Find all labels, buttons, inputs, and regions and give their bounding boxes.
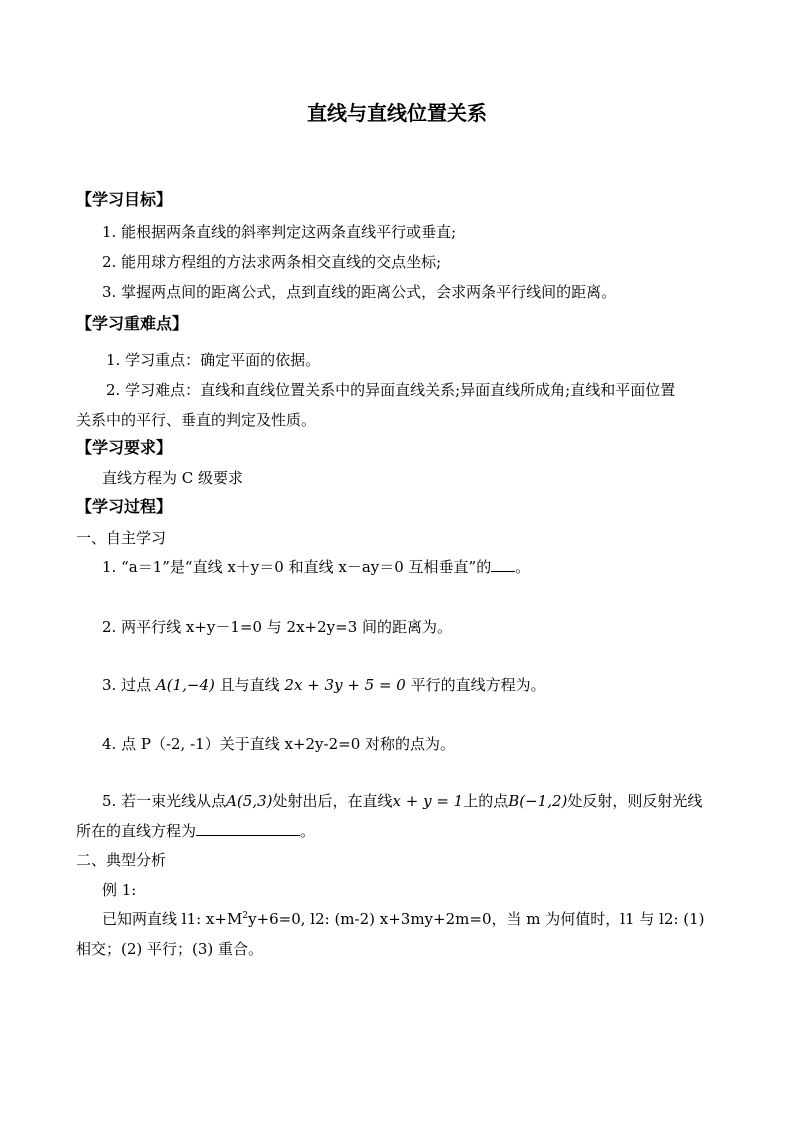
question-5-line-1 [102,791,702,811]
question-5-text-a: 5. 若一束光线从点 [102,792,227,810]
key-point-1: 1. 学习重点：确定平面的依据。 [106,351,321,369]
goal-item-3: 3. 掌握两点间的距离公式，点到直线的距离公式，会求两条平行线间的距离。 [102,283,617,301]
requirements-text: 直线方程为 C 级要求 [102,469,244,487]
answer-blank-5[interactable] [196,821,300,836]
question-5-text-c: 上的点 [463,792,509,810]
example-1-text-a: 已知两直线 l1: x+M [102,910,243,928]
point-a-formula-q5: A(5,3) [226,792,273,810]
key-point-2-line-1: 2. 学习难点：直线和直线位置关系中的异面直线关系;异面直线所成角;直线和平面位置 [106,381,676,399]
answer-blank-1[interactable] [491,557,515,572]
section-heading-goals: 【学习目标】 [76,190,173,209]
page-title: 直线与直线位置关系 [307,101,487,125]
example-1-line-1 [102,909,705,929]
line-formula-q5: x + y = 1 [392,792,464,810]
question-5-text-e: 所在的直线方程为 [76,822,197,840]
example-1-text-b: y+6=0, l2: (m-2) x+3my+2m=0，当 m 为何值时，l1 与 l2: (1) [248,910,705,928]
question-5-text-b: 处射出后，在直线 [272,792,393,810]
point-a-formula: A(1,−4) [155,676,215,694]
section-heading-key-points: 【学习重难点】 [76,314,189,333]
question-2: 2. 两平行线 x+y－1=0 与 2x+2y=3 间的距离为。 [102,618,453,636]
example-label: 例 1: [102,881,137,899]
question-3-text-a: 3. 过点 [102,676,152,694]
question-5-end: 。 [300,822,316,840]
question-4: 4. 点 P（-2, -1）关于直线 x+2y-2=0 对称的点为。 [102,735,456,753]
question-5-line-2 [76,821,315,841]
goal-item-1: 1. 能根据两条直线的斜率判定这两条直线平行或垂直; [102,223,457,241]
example-1-line-2: 相交；(2) 平行；(3) 重合。 [76,940,264,958]
question-1 [102,557,530,577]
question-5-text-d: 处反射，则反射光线 [567,792,703,810]
point-b-formula-q5: B(−1,2) [508,792,568,810]
goal-item-2: 2. 能用球方程组的方法求两条相交直线的交点坐标; [102,253,442,271]
part-two-heading: 二、典型分析 [76,851,167,869]
example-1-superscript: 2 [242,911,249,921]
section-heading-requirements: 【学习要求】 [76,438,173,457]
question-3-text-c: 平行的直线方程为。 [410,676,546,694]
question-1-text: 1. “a＝1”是“直线 x＋y＝0 和直线 x－ay＝0 互相垂直”的 [102,558,492,576]
key-point-2-line-2: 关系中的平行、垂直的判定及性质。 [76,411,317,429]
question-3 [102,675,546,695]
question-3-text-b: 且与直线 [219,676,280,694]
line-equation-formula: 2x + 3y + 5 = 0 [284,676,406,694]
question-1-end: 。 [515,558,531,576]
section-heading-process: 【学习过程】 [76,497,173,516]
part-one-heading: 一、自主学习 [76,529,167,547]
